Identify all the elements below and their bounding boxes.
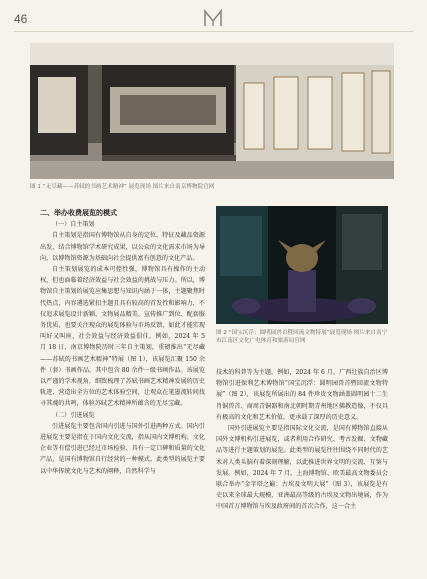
right-column xyxy=(216,367,388,513)
magazine-logo-icon xyxy=(202,8,224,28)
exhibition-hall-photo xyxy=(30,43,394,179)
subheading-self-curated: （一）自主策划 xyxy=(52,221,95,229)
figure2-caption: 图 2 “国宝沉浮：圆明园兽首暨回流文物特展”展览现场 图片来自南宁市江南区文化广电体育和旅游局官网 xyxy=(216,330,388,344)
left-column xyxy=(40,208,205,477)
page-number: 46 xyxy=(14,12,28,26)
paragraph: 自主策划展览的成本可控性强，博物馆具有操作的主动权，但也面临着经济效益与社会效益的挑战与压力。所以，博物馆自主策划的展览应集思想与知识内涵于一体，主题聚焦时代热点，内容遴选紧扣主题且具有较高的首发性和影响力，不仅追求展览设计新颖、文物展品精美、宣传推广到位、配套服务优质，也要关注现众的展览体验与市场反馈，如此才能实现叫好又叫座，社会效益与经济效益俱佳。例如，2024 年 5 月 18 日，南京博物院历时三年自主策划，重磅推出“无尽藏——苏轼的书画艺术精神”特展（图 1），该展览汇聚 150 余件（套）书画作品，其中包含 80 余件一级书画作品。该展览以严谨的学术视角，细致梳理了苏轼书画艺术精神发展的历史轨迹，营造出全方位的艺术体验空间，让观众在笔墨流转间找寻其魂的共鸣，体验苏轼艺术精神所蕴含的无尽宝藏。 xyxy=(40,266,205,408)
figure1-caption: 图 1 “无尽藏——苏轼的书画艺术精神” 展览现场 图片来自南京博物院官网 xyxy=(30,184,215,190)
header-rule xyxy=(14,31,413,32)
subheading-introduced: （二）引进展览 xyxy=(52,411,95,419)
bronze-head-exhibition-photo xyxy=(216,206,388,324)
paragraph: 自主策划是指国有博物馆从自身的定位、特征及藏品资源出发，结合博物馆学术研究成果，以公众的文化需求市场为导向，以博物馆资源为基础向社会提供富有创意的文化产品。 xyxy=(40,232,205,262)
paragraph: 引进展览主要包含国内引进与国外引进两种方式。国内引进展览主要是指在于国内文化交流，指从国内文博机构、文化企业等有偿引进已经过市场检验、具有一定口碑和质量的文化产品，是国有博物馆自行经营的一种模式。此类型的展览主要以中华传统文化与艺术的阐释，自然科学与 xyxy=(40,422,205,475)
paragraph: 国外引进展览主要是指国际文化交流，是国有博物馆直接从国外文博机构引进展览，或者利用合作研究、考古发掘、文物藏品等进行主题策划的展览。此类型的展览往往围绕不同时代的艺术对人类头脑有着深刻理解，以此推进世界文明的交流、互鉴与发展。例如，2024 年 7 月，上海博物馆、欧美最高文物委员会联合举办“金字塔之巅：古埃及文明大展”（图 3），该展览是有史以来全球最大规模、亚洲最高等级的古埃及文物出境展，作为中国首万博物馆与埃及政府间的首次合作，这一合主 xyxy=(216,425,388,511)
paragraph: 技术的科普等为主题。例如，2024 年 6 月，广西壮族自治区博物馆引进保利艺术博物馆“国宝沉浮：圆明园兽首暨回流文物特展”（图 2），该展览所展出的 84 件珍贵文物涵盖圆明园十二生肖铜兽首、商周青铜器和南北朝时期青州地区佛教造像，不仅具有极高的文化和艺术价值，更承载了深厚的历史意义。 xyxy=(216,369,388,421)
section-heading: 二、举办收费展览的模式 xyxy=(40,209,117,217)
